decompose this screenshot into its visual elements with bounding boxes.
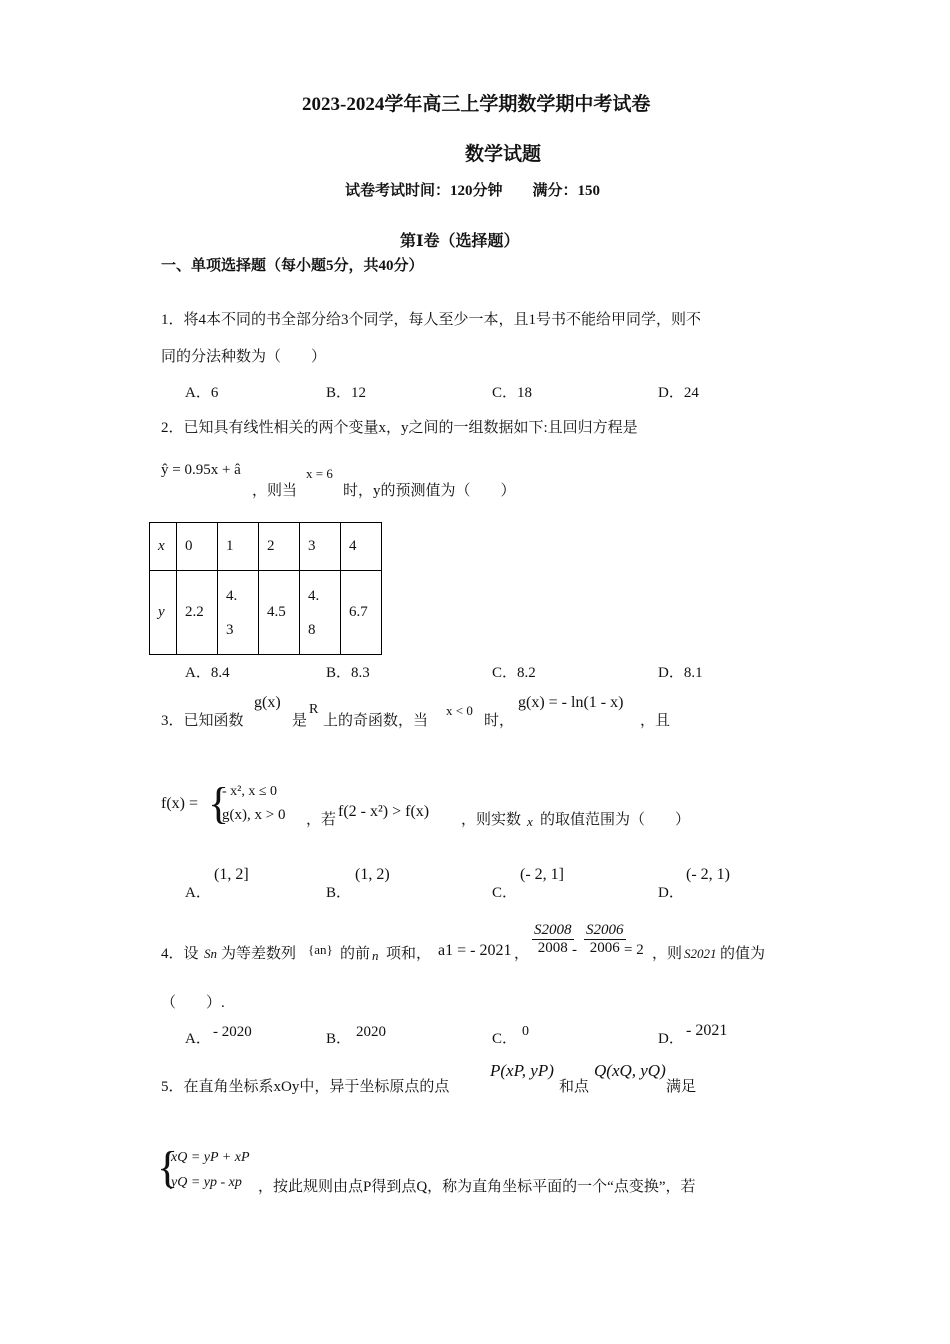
q2-cond-text: ，则当 bbox=[252, 483, 298, 499]
q5-system-2: yQ = yp - xp bbox=[171, 1175, 242, 1190]
q2-data-table bbox=[149, 522, 382, 655]
table-x-cell: 3 bbox=[300, 523, 341, 571]
section-heading: 一、单项选择题（每小题5分，共40分） bbox=[161, 258, 424, 274]
q1-line2: 同的分法种数为（ ） bbox=[161, 349, 327, 365]
q5-system-1: xQ = yP + xP bbox=[171, 1150, 250, 1165]
q4-text-3: 的前 bbox=[340, 946, 371, 962]
q3-option-d: (- 2, 1) bbox=[686, 866, 730, 883]
q3-text-8: 的取值范围为（ ） bbox=[540, 812, 691, 828]
q3-option-b: (1, 2) bbox=[355, 866, 390, 883]
q4-option-a-label: A． bbox=[185, 1031, 211, 1047]
q3-text-7: ，则实数 bbox=[461, 812, 522, 828]
q4-option-c-label: C． bbox=[492, 1031, 518, 1047]
q3-xvar: x bbox=[527, 814, 533, 829]
q5-text-3: 满足 bbox=[666, 1079, 697, 1095]
q5-point-Q: Q(xQ, yQ) bbox=[594, 1061, 666, 1080]
q3-text-4: 时， bbox=[484, 713, 515, 729]
table-x-cell: 4 bbox=[341, 523, 382, 571]
exam-info: 试卷考试时间：120分钟 满分：150 bbox=[345, 183, 601, 199]
q5-text-4: ，按此规则由点P得到点Q，称为直角坐标平面的一个“点变换”，若 bbox=[258, 1179, 696, 1195]
q3-case-1: - x², x ≤ 0 bbox=[222, 784, 278, 799]
q3-text-1: 3．已知函数 bbox=[161, 713, 244, 729]
q4-an: {an} bbox=[308, 942, 333, 957]
q4-Sn: Sn bbox=[204, 946, 217, 961]
q3-text-2: 是 bbox=[292, 713, 308, 729]
q4-fraction-1 bbox=[532, 922, 574, 957]
q4-S2021: S2021 bbox=[684, 946, 717, 961]
q4-option-d-label: D． bbox=[658, 1031, 684, 1047]
q1-line1: 1．将4本不同的书全部分给3个同学，每人至少一本，且1号书不能给甲同学，则不 bbox=[161, 312, 702, 328]
q4-text-5: ，则 bbox=[652, 946, 683, 962]
q3-option-a: (1, 2] bbox=[214, 866, 249, 883]
q3-option-c: (- 2, 1] bbox=[520, 866, 564, 883]
table-x-cell: 0 bbox=[177, 523, 218, 571]
q4-option-b: 2020 bbox=[356, 1024, 386, 1040]
q3-R: R bbox=[309, 702, 319, 717]
table-y-cell: 4.5 bbox=[259, 571, 300, 655]
q4-minus: - bbox=[572, 942, 577, 958]
q4-fraction-2 bbox=[584, 922, 626, 957]
q4-option-d: - 2021 bbox=[686, 1022, 728, 1039]
q4-frac2-num: S2006 bbox=[586, 922, 624, 938]
q5-brace: { bbox=[157, 1143, 179, 1192]
q4-a1: a1 = - 2021 bbox=[438, 942, 512, 959]
q2-option-b: B．8.3 bbox=[326, 665, 370, 681]
exam-title: 2023-2024学年高三上学期数学期中考试卷 bbox=[302, 94, 651, 115]
q3-case-2: g(x), x > 0 bbox=[222, 807, 286, 823]
q2-tail: 时，y的预测值为（ ） bbox=[343, 483, 516, 499]
q1-option-d: D．24 bbox=[658, 385, 699, 401]
q4-option-c: 0 bbox=[522, 1024, 529, 1039]
q3-text-3: 上的奇函数，当 bbox=[323, 713, 429, 729]
q1-option-c: C．18 bbox=[492, 385, 533, 401]
q5-point-P: P(xP, yP) bbox=[490, 1061, 554, 1080]
q3-text-6: ，若 bbox=[306, 812, 337, 828]
table-x-cell: 1 bbox=[218, 523, 259, 571]
q3-g: g(x) bbox=[254, 694, 281, 711]
q3-option-b-label: B． bbox=[326, 885, 352, 901]
q4-comma: ， bbox=[514, 946, 530, 962]
q1-option-a: A．6 bbox=[185, 385, 219, 401]
q3-cond: x < 0 bbox=[446, 703, 473, 718]
q3-gdef: g(x) = - ln(1 - x) bbox=[518, 694, 624, 711]
exam-subtitle: 数学试题 bbox=[465, 144, 542, 165]
q4-text-2: 为等差数列 bbox=[221, 946, 297, 962]
q2-regression-formula: ŷ = 0.95x + â bbox=[161, 462, 241, 478]
table-y-cell: 6.7 bbox=[341, 571, 382, 655]
q3-brace: { bbox=[208, 779, 230, 828]
q1-option-b: B．12 bbox=[326, 385, 367, 401]
q4-option-b-label: B． bbox=[326, 1031, 352, 1047]
table-y-cell: 4. 8 bbox=[300, 571, 341, 655]
q2-option-d: D．8.1 bbox=[658, 665, 703, 681]
q3-text-5: ，且 bbox=[640, 713, 671, 729]
q2-line1: 2．已知具有线性相关的两个变量x，y之间的一组数据如下:且回归方程是 bbox=[161, 420, 638, 436]
q3-inequality: f(2 - x²) > f(x) bbox=[338, 803, 430, 820]
table-y-cell: 2.2 bbox=[177, 571, 218, 655]
q4-option-a: - 2020 bbox=[213, 1024, 252, 1040]
table-y-cell: 4. 3 bbox=[218, 571, 259, 655]
q4-frac1-num: S2008 bbox=[534, 922, 572, 938]
q2-option-c: C．8.2 bbox=[492, 665, 536, 681]
q5-text-2: 和点 bbox=[559, 1079, 590, 1095]
q3-option-a-label: A． bbox=[185, 885, 211, 901]
table-x-label: x bbox=[150, 523, 177, 571]
q4-text-6: 的值为 bbox=[720, 946, 766, 962]
q4-text-1: 4．设 bbox=[161, 946, 199, 962]
q4-frac1-den: 2008 bbox=[537, 940, 568, 956]
q4-eq: = 2 bbox=[624, 942, 644, 958]
table-x-cell: 2 bbox=[259, 523, 300, 571]
q4-text-4: 项和， bbox=[386, 946, 432, 962]
q2-option-a: A．8.4 bbox=[185, 665, 230, 681]
q3-option-d-label: D． bbox=[658, 885, 684, 901]
q3-f-lhs: f(x) = bbox=[161, 795, 199, 812]
table-y-label: y bbox=[150, 571, 177, 655]
q4-line2: （ ）. bbox=[161, 995, 225, 1011]
q3-option-c-label: C． bbox=[492, 885, 518, 901]
q4-frac2-den: 2006 bbox=[589, 940, 620, 956]
q2-cond-formula: x = 6 bbox=[306, 466, 333, 481]
q5-text-1: 5．在直角坐标系xOy中，异于坐标原点的点 bbox=[161, 1079, 450, 1095]
volume-heading: 第Ⅰ卷（选择题） bbox=[400, 233, 520, 250]
q4-n: n bbox=[372, 948, 379, 963]
